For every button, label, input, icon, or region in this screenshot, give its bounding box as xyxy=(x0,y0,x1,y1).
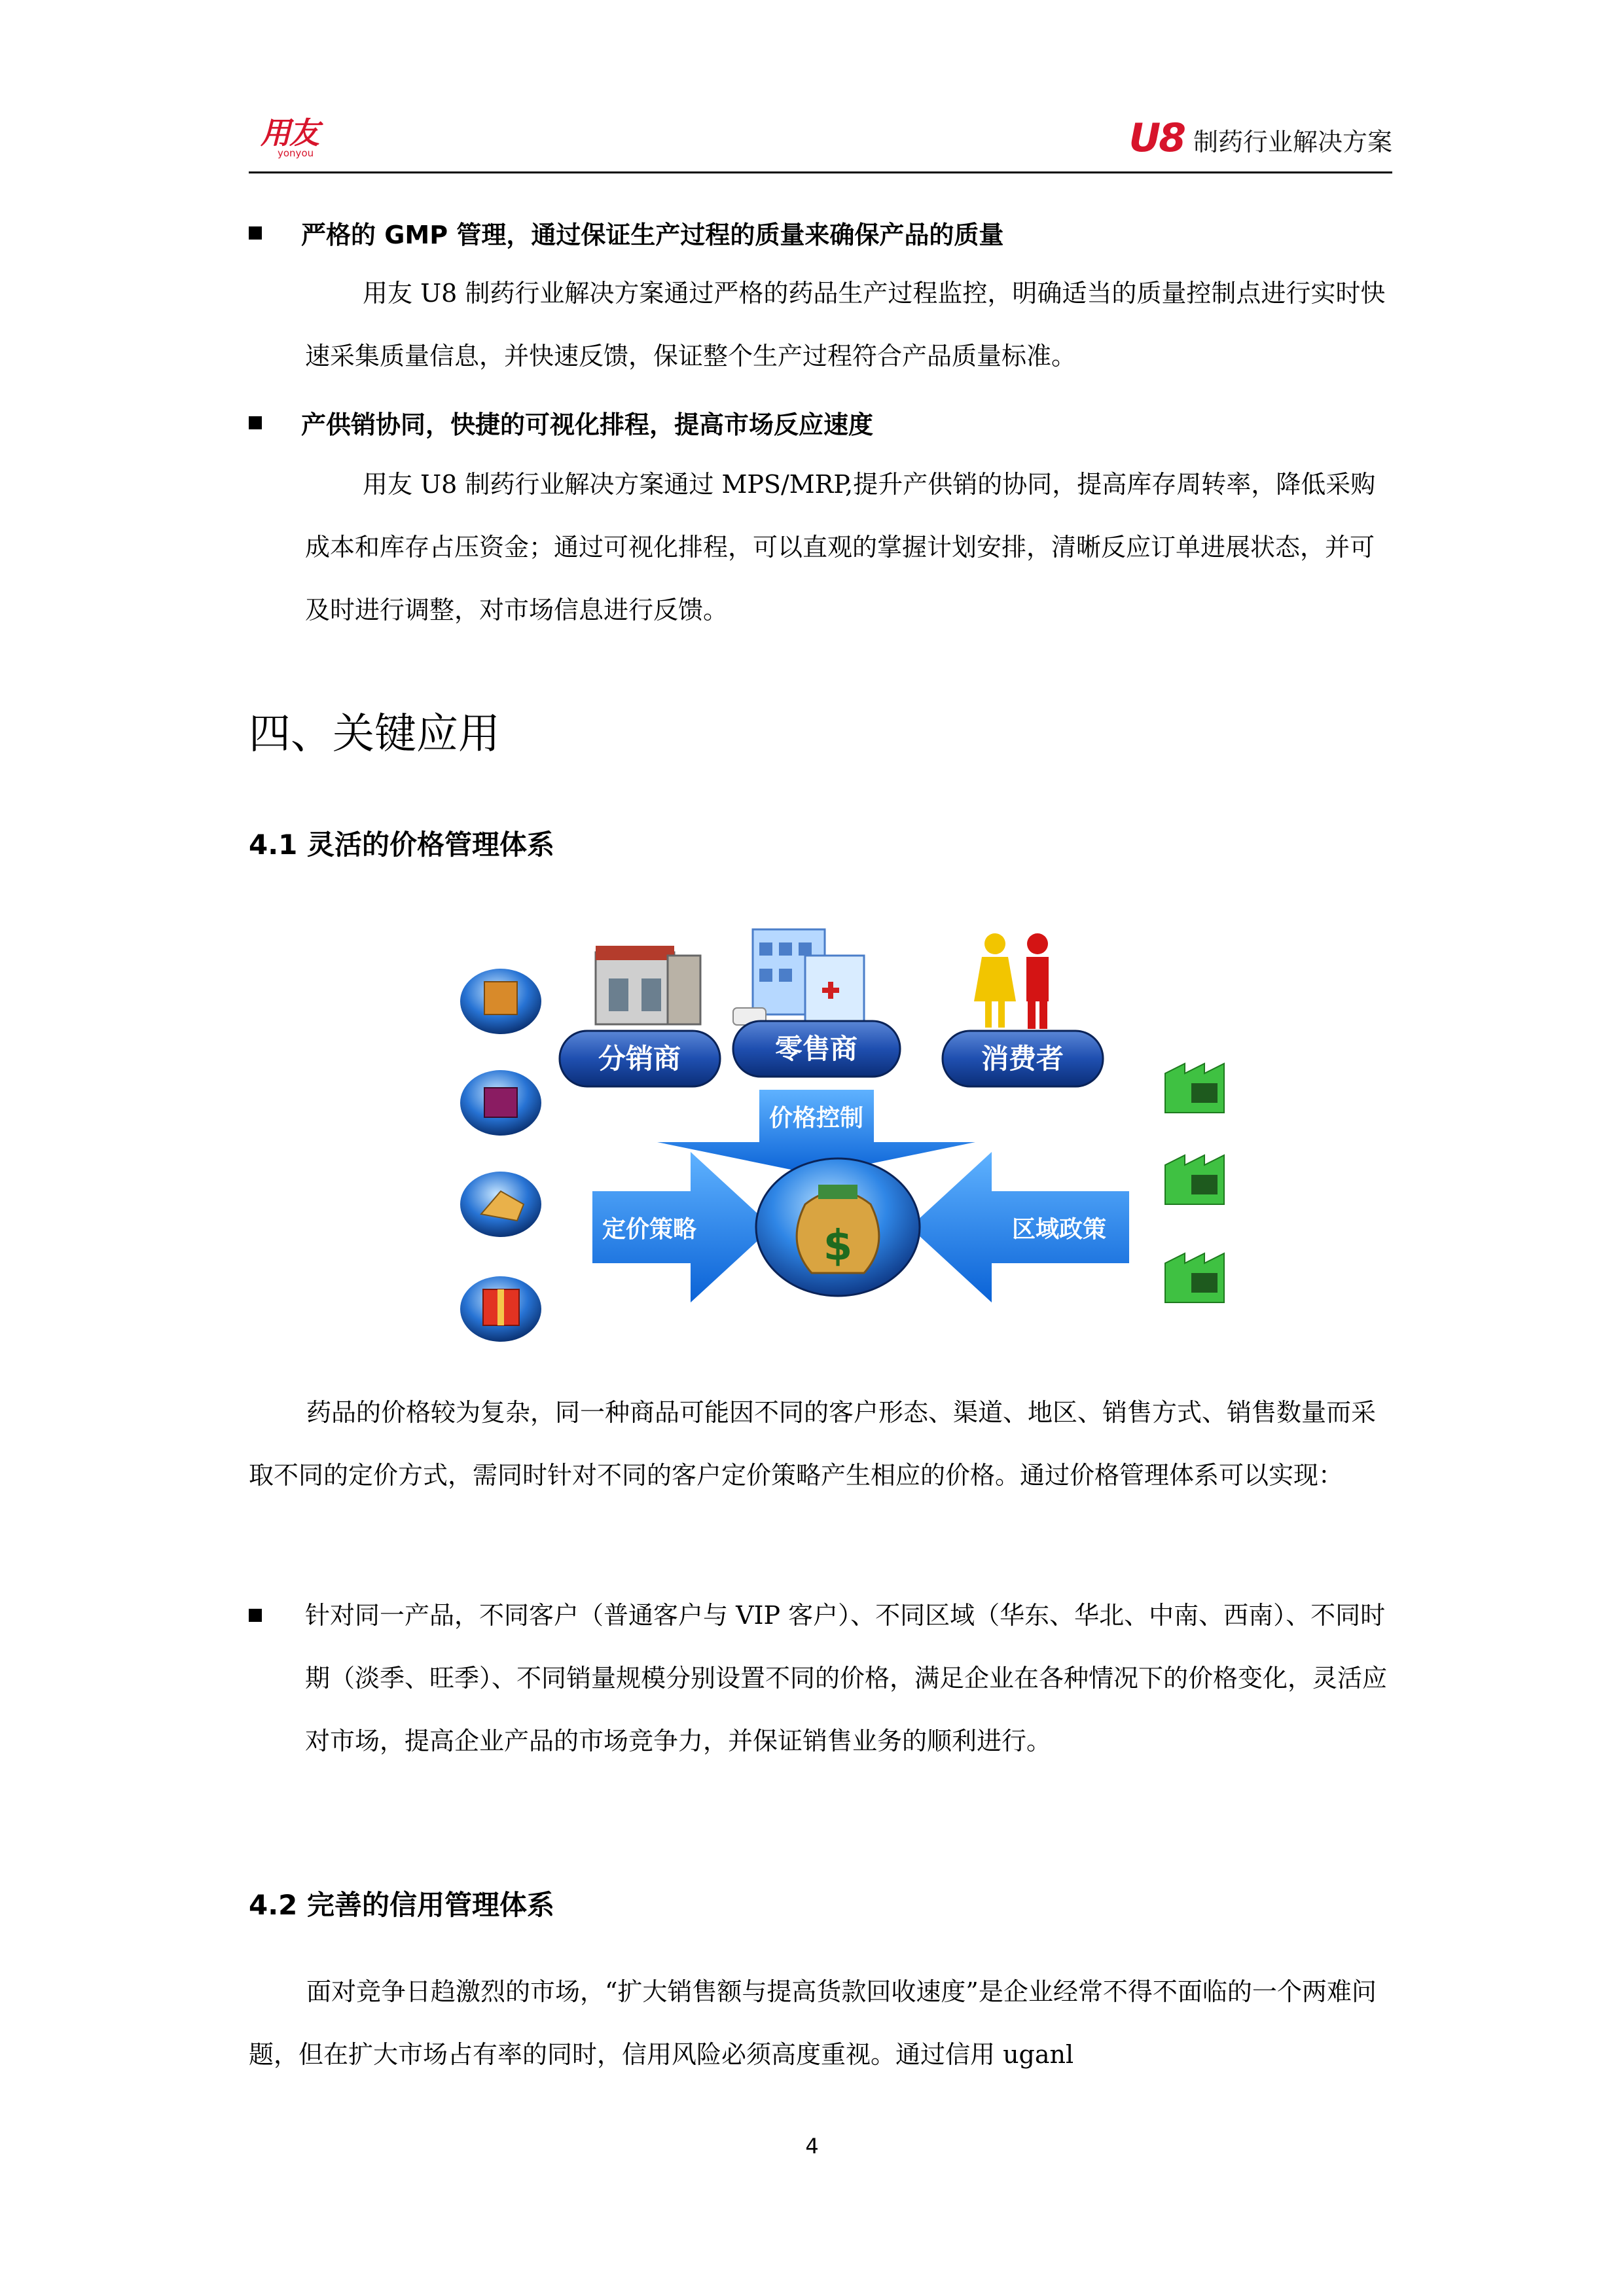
section-4-1-title: 4.1 灵活的价格管理体系 xyxy=(249,829,555,861)
header-title: 制药行业解决方案 xyxy=(1193,128,1392,156)
bullet-collaboration xyxy=(249,404,873,440)
arrow-pricing-strategy-label: 定价策略 xyxy=(602,1216,697,1243)
header-title-block xyxy=(1128,115,1392,161)
paragraph-collaboration: 用友 U8 制药行业解决方案通过 MPS/MRP,提升产供销的协同，提高库存周转率，降低采购成本和库存占压资金；通过可视化排程，可以直观的掌握计划安排，清晰反应订单进展状态，并可及时进行调整，对市场信息进行反馈。 xyxy=(305,470,1376,624)
pill-distributor xyxy=(560,1031,720,1086)
factory-icon xyxy=(1165,1064,1224,1113)
pill-retailer-label: 零售商 xyxy=(774,1033,858,1065)
bullet-square-icon xyxy=(249,226,262,240)
bullet-square-icon xyxy=(249,1609,262,1622)
gift-orb-icon xyxy=(460,969,541,1034)
paragraph-credit-management: 面对竞争日趋激烈的市场，“扩大销售额与提高货款回收速度”是企业经常不得不面临的一个两难问题，但在扩大市场占有率的同时，信用风险必须高度重视。通过信用 uganl xyxy=(249,1977,1377,2069)
paragraph-gmp: 用友 U8 制药行业解决方案通过严格的药品生产过程监控，明确适当的质量控制点进行实时快速采集质量信息，并快速反馈，保证整个生产过程符合产品质量标准。 xyxy=(305,279,1386,370)
people-icon xyxy=(974,933,1049,1029)
pill-consumer xyxy=(943,1031,1103,1086)
u8-logo: U8 xyxy=(1128,115,1184,161)
gift-orb-icon xyxy=(460,1276,541,1342)
gift-orb-icon xyxy=(460,1172,541,1237)
pill-distributor-label: 分销商 xyxy=(598,1043,681,1075)
factory-icon xyxy=(1165,1155,1224,1204)
bullet-price-settings-text: 针对同一产品，不同客户（普通客户与 VIP 客户）、不同区域（华东、华北、中南、西南）、不同时期（淡季、旺季）、不同销量规模分别设置不同的价格，满足企业在各种情况下的价格变化，灵活应对市场，提高企业产品的市场竞争力，并保证销售业务的顺利进行。 xyxy=(305,1601,1388,1755)
factory-icon xyxy=(1165,1253,1224,1302)
yonyou-logo xyxy=(261,115,346,159)
arrow-regional-policy-label: 区域政策 xyxy=(1011,1216,1107,1243)
bullet-price-settings xyxy=(249,1584,1392,1772)
arrow-price-control-label: 价格控制 xyxy=(768,1105,864,1132)
hospital-icon xyxy=(733,929,864,1025)
pill-retailer xyxy=(733,1021,900,1077)
page-number: 4 xyxy=(805,2134,819,2159)
dollar-sign: $ xyxy=(823,1222,853,1270)
bullet-gmp-title: 严格的 GMP 管理，通过保证生产过程的质量来确保产品的质量 xyxy=(301,221,1004,249)
price-management-diagram xyxy=(452,916,1250,1368)
bullet-square-icon xyxy=(249,416,262,429)
money-bag-orb xyxy=(756,1158,920,1296)
bullet-gmp xyxy=(249,215,1003,251)
logo-brand-text: 用友 xyxy=(261,115,318,151)
section-4-2-title: 4.2 完善的信用管理体系 xyxy=(249,1889,555,1921)
header-divider xyxy=(249,171,1392,173)
gift-orb-icon xyxy=(460,1070,541,1136)
arrow-pricing-strategy xyxy=(592,1152,772,1302)
logo-sub-text: yonyou xyxy=(278,147,314,159)
bullet-collaboration-title: 产供销协同，快捷的可视化排程，提高市场反应速度 xyxy=(301,410,874,439)
arrow-regional-policy xyxy=(910,1152,1129,1302)
store-icon xyxy=(596,946,700,1024)
pill-consumer-label: 消费者 xyxy=(981,1043,1064,1075)
paragraph-price-complexity: 药品的价格较为复杂，同一种商品可能因不同的客户形态、渠道、地区、销售方式、销售数量而采取不同的定价方式，需同时针对不同的客户定价策略产生相应的价格。通过价格管理体系可以实现： xyxy=(249,1398,1377,1490)
chapter-title: 四、关键应用 xyxy=(249,710,500,759)
